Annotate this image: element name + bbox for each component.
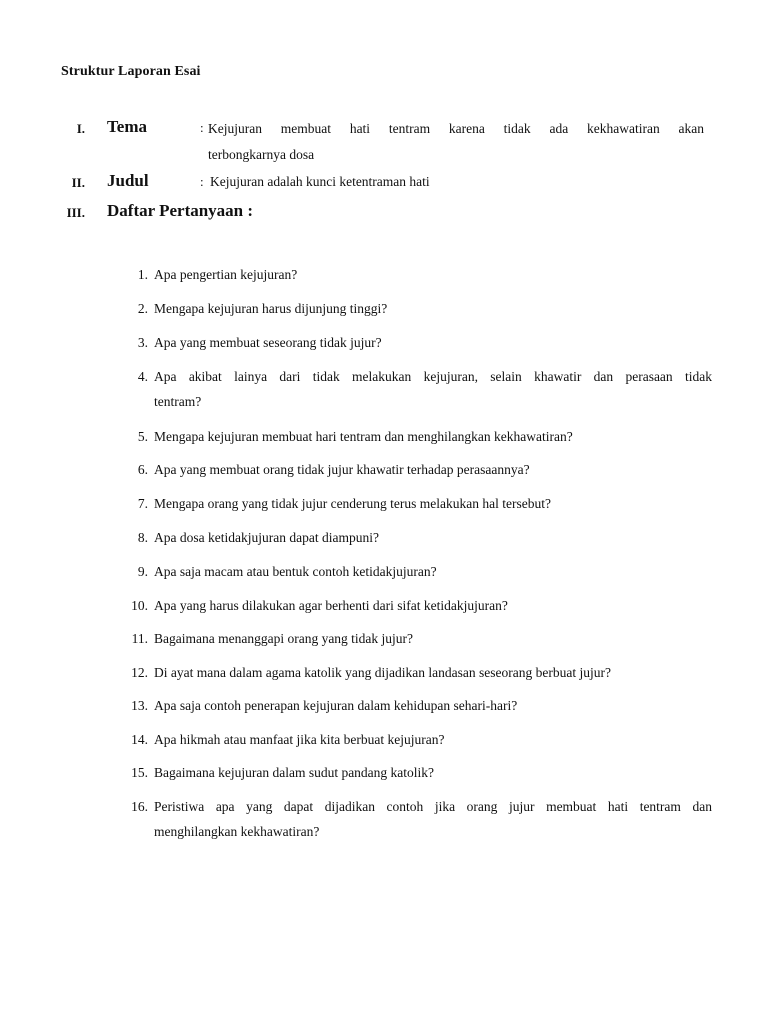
section-value [208,116,704,168]
tema-line-1: Kejujuran membuat hati tentram karena tidak ada kekhawatiran akan [208,121,704,136]
list-item-number: 10. [131,598,148,613]
list-item-number: 8. [137,530,148,545]
list-item-text: Apa saja contoh penerapan kejujuran dalam kehidupan sehari-hari? [154,698,518,713]
section-label: Daftar Pertanyaan : [107,201,254,220]
list-item-number: 11. [131,631,148,646]
list-item-text [154,364,712,414]
section-number: III. [66,205,85,220]
list-item-number: 16. [131,799,148,814]
list-item-number: 12. [131,665,148,680]
tema-line-2: terbongkarnya dosa [208,147,315,162]
list-item-number: 6. [137,462,148,477]
list-item-text: Bagaimana kejujuran dalam sudut pandang katolik? [154,765,435,780]
list-item-text: Apa yang membuat orang tidak jujur khawatir terhadap perasaannya? [154,462,530,477]
list-item-number: 13. [131,698,148,713]
list-item-number: 5. [137,429,148,444]
list-item-number: 14. [131,732,148,747]
list-item-text: Apa saja macam atau bentuk contoh ketidakjujuran? [154,564,437,579]
section-number: I. [76,121,85,136]
list-item-number: 2. [137,301,148,316]
list-item-line-2: tentram? [154,394,202,409]
section-label: Tema [107,117,147,136]
list-item-text: Di ayat mana dalam agama katolik yang dijadikan landasan seseorang berbuat jujur? [154,665,611,680]
list-item-line-2: menghilangkan kekhawatiran? [154,824,320,839]
list-item-text: Apa pengertian kejujuran? [154,267,298,282]
list-item-number: 9. [137,564,148,579]
list-item-text: Apa yang harus dilakukan agar berhenti dari sifat ketidakjujuran? [154,598,508,613]
list-item-line-1: Peristiwa apa yang dapat dijadikan contoh jika orang jujur membuat hati tentram dan [154,799,712,814]
list-item-text [154,794,712,844]
list-item-number: 7. [137,496,148,511]
section-value: Kejujuran adalah kunci ketentraman hati [210,174,430,189]
list-item-text: Mengapa kejujuran membuat hari tentram dan menghilangkan kekhawatiran? [154,429,573,444]
list-item-text: Bagaimana menanggapi orang yang tidak jujur? [154,631,414,646]
section-label: Judul [107,171,149,190]
list-item-text: Apa hikmah atau manfaat jika kita berbuat kejujuran? [154,732,445,747]
section-number: II. [71,175,85,190]
list-item-text: Apa dosa ketidakjujuran dapat diampuni? [154,530,379,545]
list-item-number: 3. [137,335,148,350]
list-item-line-1: Apa akibat lainya dari tidak melakukan kejujuran, selain khawatir dan perasaan tidak [154,369,712,384]
section-colon: : [200,174,204,189]
document-title: Struktur Laporan Esai [61,64,201,79]
list-item-number: 15. [131,765,148,780]
section-colon: : [200,120,204,135]
list-item-text: Mengapa kejujuran harus dijunjung tinggi? [154,301,388,316]
list-item-text: Apa yang membuat seseorang tidak jujur? [154,335,382,350]
list-item-number: 4. [137,369,148,384]
list-item-number: 1. [137,267,148,282]
list-item-text: Mengapa orang yang tidak jujur cenderung terus melakukan hal tersebut? [154,496,551,511]
